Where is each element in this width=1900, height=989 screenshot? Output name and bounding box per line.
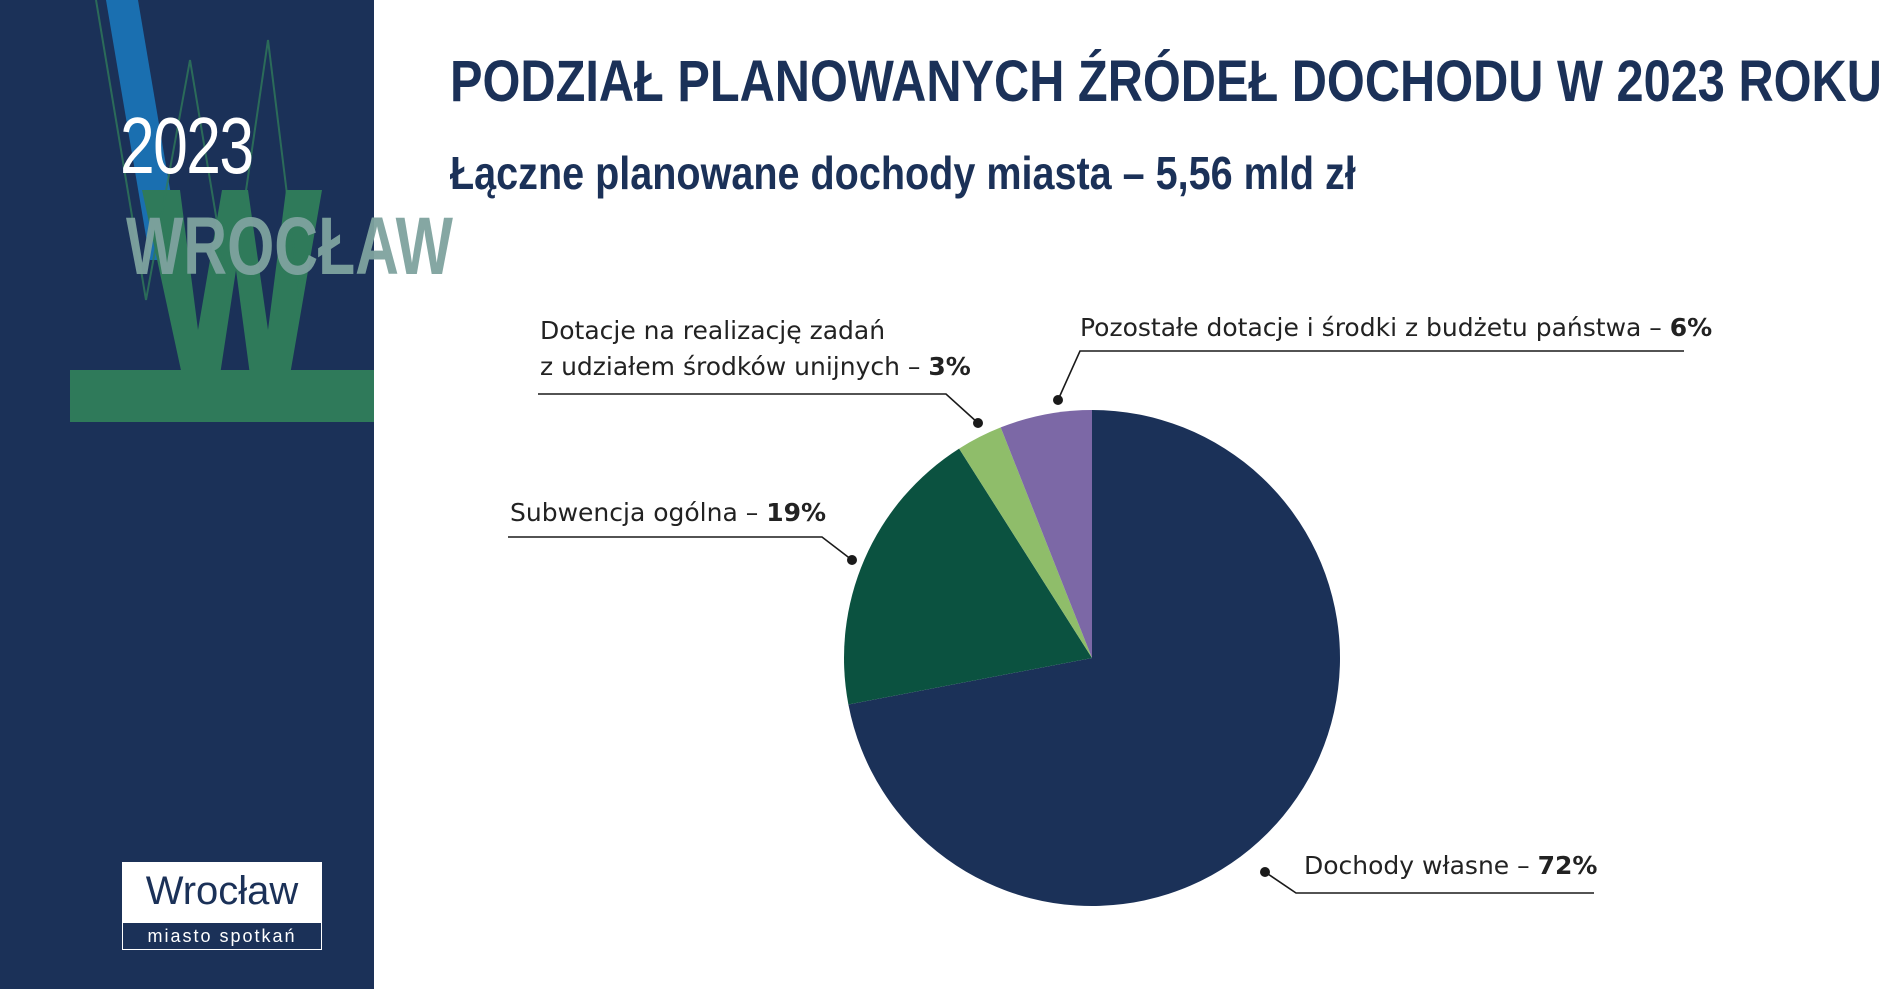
label-other-grants-pct: 6% [1669,313,1713,342]
sidebar-year: 2023 [120,101,253,190]
label-eu-grants-text2: z udziałem środków unijnych – [540,352,929,381]
logo-tagline: miasto spotkań [123,923,321,949]
label-eu-grants-line2 [540,349,971,385]
label-own-income-text: Dochody własne – [1304,851,1538,880]
page-title: PODZIAŁ PLANOWANYCH ŹRÓDEŁ DOCHODU W 2023 ROKU [450,49,1882,114]
leader-general-subsidy-line [508,537,852,560]
leader-eu-grants-line [538,394,978,423]
label-own-income [1304,848,1597,884]
logo-name: Wrocław [145,869,299,913]
label-other-grants [1080,310,1712,346]
leader-other-grants-line [1058,351,1684,400]
label-other-grants-text: Pozostałe dotacje i środki z budżetu państwa – [1080,313,1670,342]
label-eu-grants-line1 [540,313,885,349]
label-general-subsidy [510,495,826,531]
label-general-subsidy-text: Subwencja ogólna – [510,498,767,527]
label-eu-grants-pct: 3% [928,352,971,381]
page-subtitle: Łączne planowane dochody miasta – 5,56 mld zł [450,147,1356,199]
sidebar-city: WROCŁAW [126,201,453,292]
label-own-income-pct: 72% [1537,851,1598,880]
label-eu-grants-text1: Dotacje na realizację zadań [540,316,886,345]
label-general-subsidy-pct: 19% [766,498,827,527]
